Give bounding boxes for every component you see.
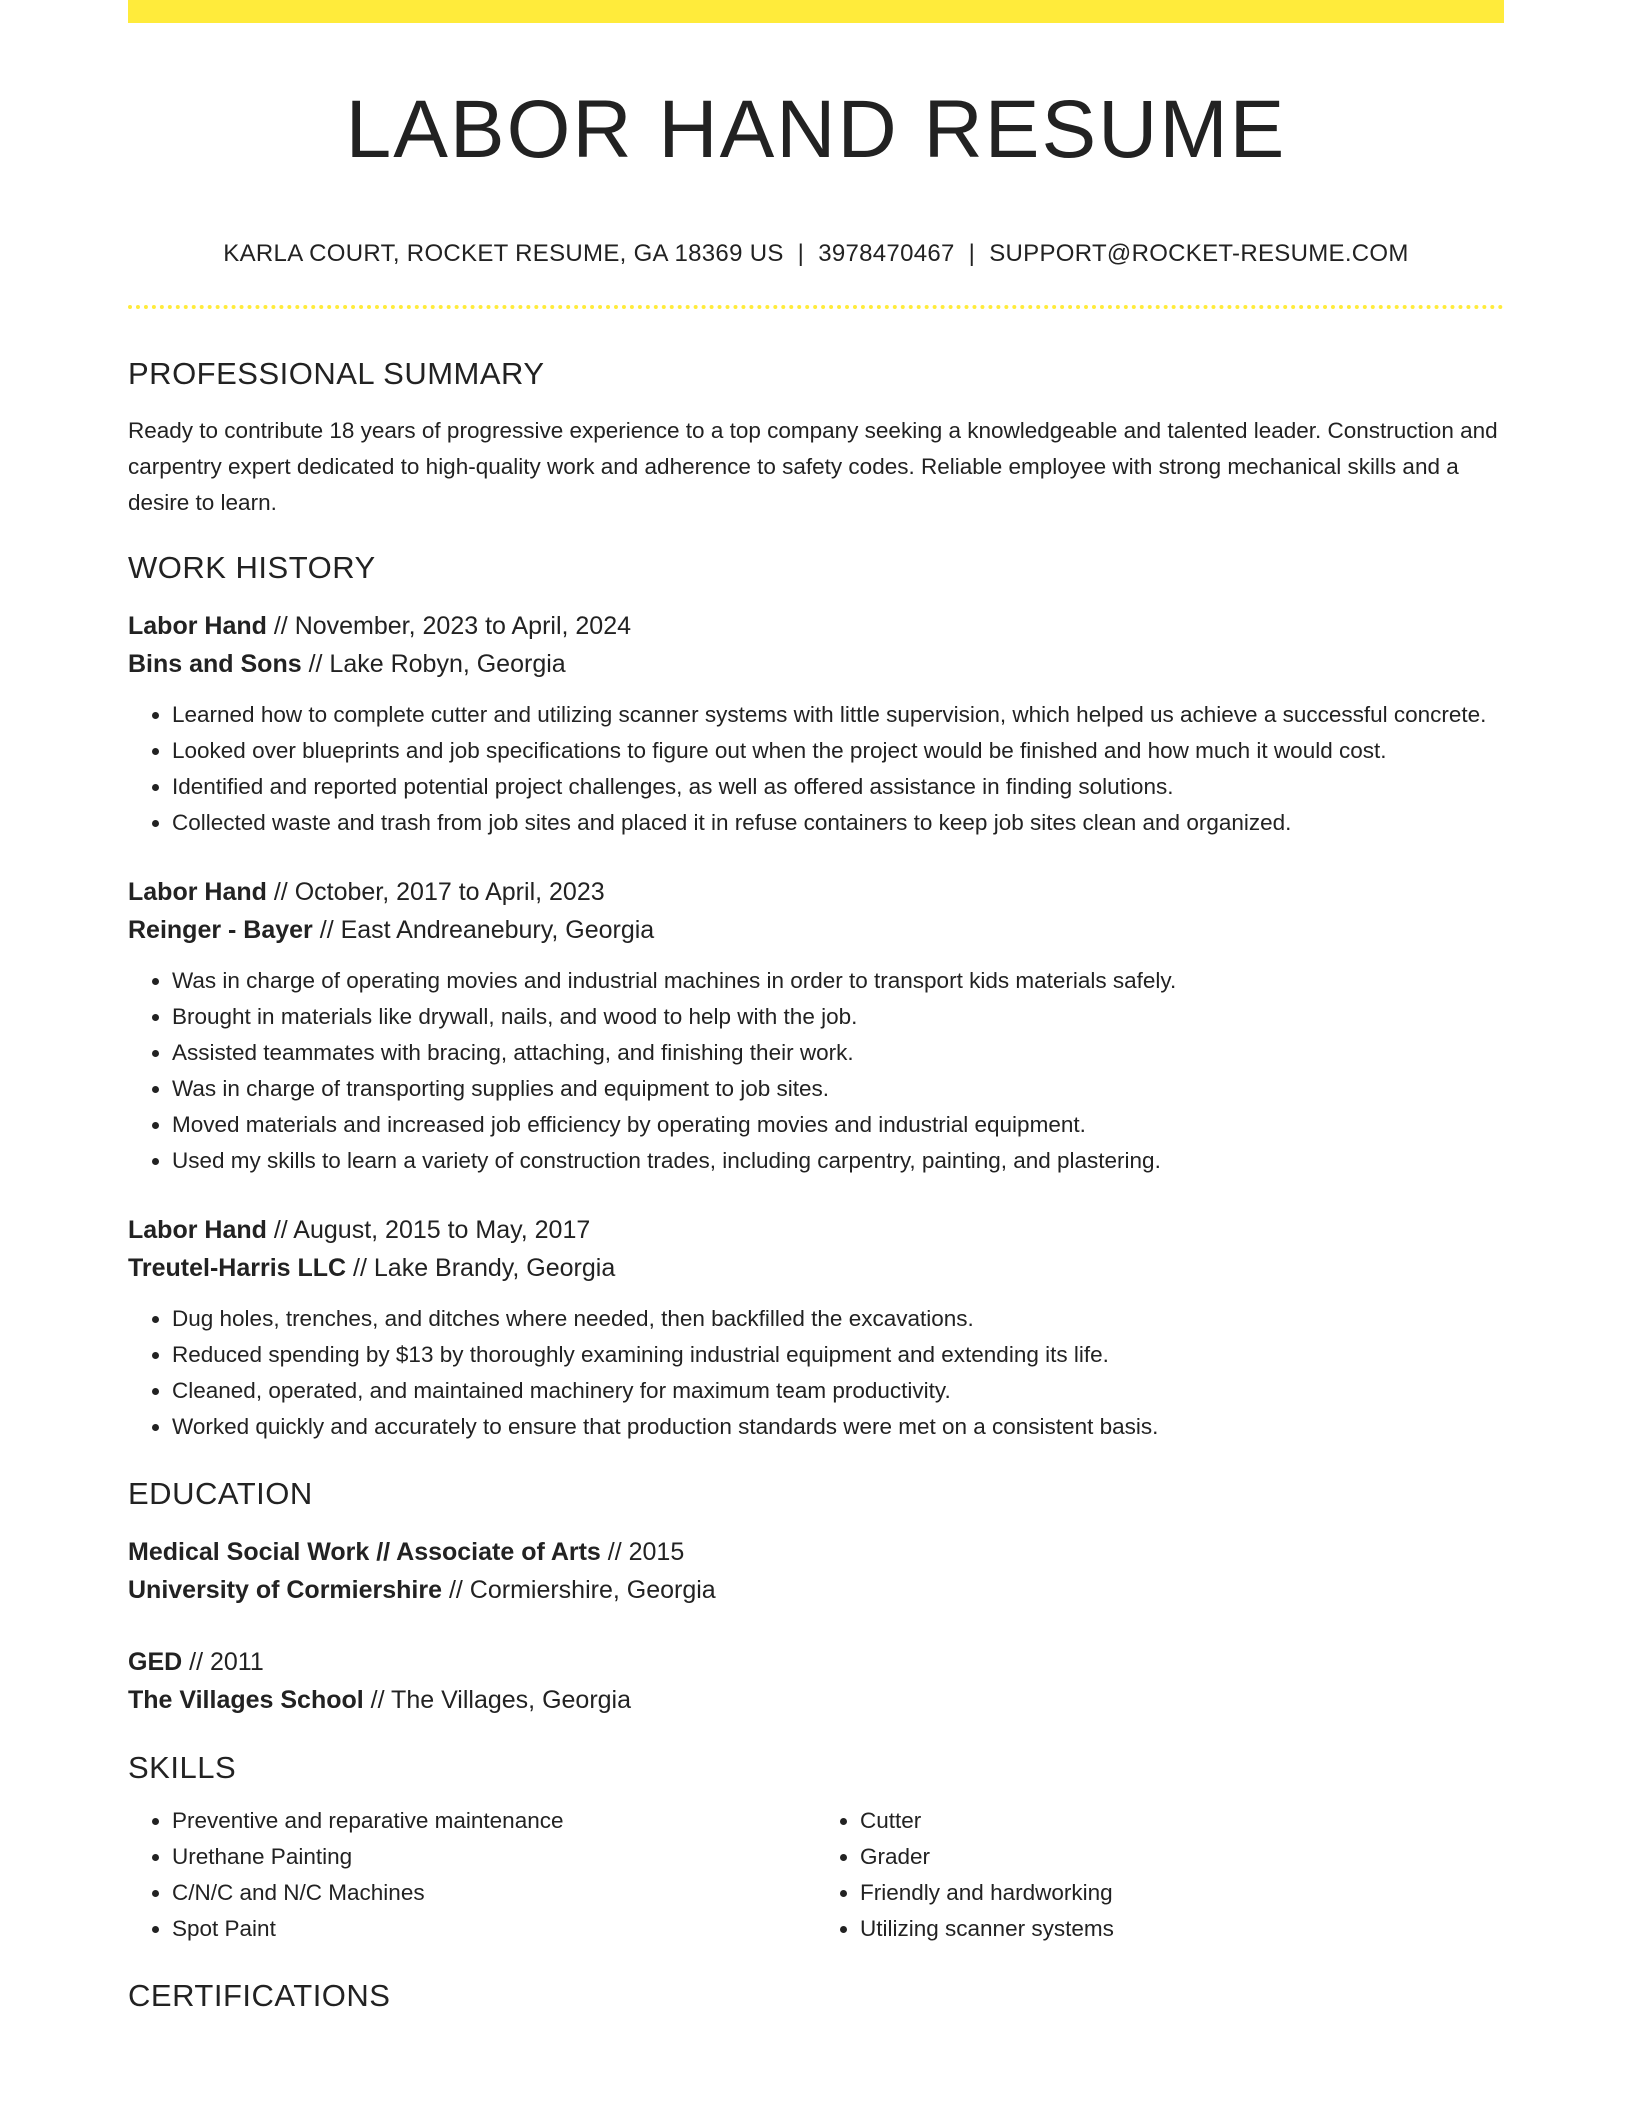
job-location: // Lake Brandy, Georgia [346, 1254, 616, 1282]
skill-item: • C/N/C and N/C Machines [172, 1875, 816, 1911]
skill-item: • Cutter [860, 1803, 1504, 1839]
job-title-line [128, 607, 1504, 645]
contact-phone[interactable]: 3978470467 [818, 240, 955, 267]
contact-line [128, 239, 1504, 269]
job-company: Bins and Sons [128, 650, 302, 678]
skill-item: • Preventive and reparative maintenance [172, 1803, 816, 1839]
job-bullets [128, 1301, 1504, 1445]
summary-heading: PROFESSIONAL SUMMARY [128, 356, 545, 391]
job-dates: // August, 2015 to May, 2017 [266, 1216, 591, 1244]
education-year: // 2011 [182, 1648, 264, 1676]
resume-title: LABOR HAND RESUME [345, 84, 1287, 175]
job-entry [128, 873, 1504, 1179]
job-bullet: • Learned how to complete cutter and utilizing scanner systems with little supervision, which helped us achieve a successful concrete. [172, 697, 1504, 733]
job-bullet: • Reduced spending by $13 by thoroughly examining industrial equipment and extending its life. [172, 1337, 1504, 1373]
summary-text: Ready to contribute 18 years of progressive experience to a top company seeking a knowledgeable and talented leader. Construction and carpentry expert dedicated to high-quality work and adherence to safety codes. Reliable employee with strong mechanical skills and a desire to learn. [128, 418, 1498, 515]
education-year: // 2015 [600, 1538, 685, 1566]
job-bullet: • Was in charge of operating movies and industrial machines in order to transport kids materials safely. [172, 963, 1504, 999]
job-bullet: • Cleaned, operated, and maintained machinery for maximum team productivity. [172, 1373, 1504, 1409]
job-title-line [128, 1211, 1504, 1249]
education-school: The Villages School [128, 1686, 364, 1714]
job-company: Reinger - Bayer [128, 916, 313, 944]
job-bullet: • Assisted teammates with bracing, attaching, and finishing their work. [172, 1035, 1504, 1071]
job-bullet: • Moved materials and increased job efficiency by operating movies and industrial equipment. [172, 1107, 1504, 1143]
job-location: // Lake Robyn, Georgia [301, 650, 566, 678]
education-heading: EDUCATION [128, 1476, 313, 1511]
job-location: // East Andreanebury, Georgia [312, 916, 655, 944]
skill-item: • Spot Paint [172, 1911, 816, 1947]
job-dates: // November, 2023 to April, 2024 [266, 612, 632, 640]
work-history-heading: WORK HISTORY [128, 550, 376, 585]
job-bullet: • Was in charge of transporting supplies and equipment to job sites. [172, 1071, 1504, 1107]
education-school: University of Cormiershire [128, 1576, 442, 1604]
job-bullets [128, 697, 1504, 841]
contact-separator: | [797, 240, 805, 267]
job-bullet: • Brought in materials like drywall, nails, and wood to help with the job. [172, 999, 1504, 1035]
skills-list-right [816, 1803, 1504, 1947]
education-location: // The Villages, Georgia [363, 1686, 632, 1714]
dotted-divider [128, 305, 1504, 309]
job-bullets [128, 963, 1504, 1179]
education-entry [128, 1533, 1504, 1609]
job-title-line [128, 873, 1504, 911]
skill-item: • Friendly and hardworking [860, 1875, 1504, 1911]
job-company-line [128, 911, 1504, 949]
education-entry [128, 1643, 1504, 1719]
job-title: Labor Hand [128, 612, 267, 640]
job-bullet: • Identified and reported potential project challenges, as well as offered assistance in finding solutions. [172, 769, 1504, 805]
job-entry [128, 1211, 1504, 1445]
job-bullet: • Dug holes, trenches, and ditches where needed, then backfilled the excavations. [172, 1301, 1504, 1337]
resume-page [128, 0, 1504, 2015]
job-company-line [128, 645, 1504, 683]
job-title: Labor Hand [128, 878, 267, 906]
job-bullet: • Used my skills to learn a variety of construction trades, including carpentry, painting, and plastering. [172, 1143, 1504, 1179]
job-entry [128, 607, 1504, 841]
education-school-line [128, 1681, 1504, 1719]
contact-separator: | [968, 240, 976, 267]
education-location: // Cormiershire, Georgia [442, 1576, 716, 1604]
education-degree-line [128, 1533, 1504, 1571]
job-company-line [128, 1249, 1504, 1287]
education-school-line [128, 1571, 1504, 1609]
skills-heading: SKILLS [128, 1750, 237, 1785]
education-degree: GED [128, 1648, 183, 1676]
education-degree: Medical Social Work // Associate of Arts [128, 1538, 601, 1566]
skills-list-left [128, 1803, 816, 1947]
skill-item: • Urethane Painting [172, 1839, 816, 1875]
education-degree-line [128, 1643, 1504, 1681]
certifications-heading: CERTIFICATIONS [128, 1978, 391, 2013]
job-company: Treutel-Harris LLC [128, 1254, 347, 1282]
skills-grid [128, 1803, 1504, 1947]
job-title: Labor Hand [128, 1216, 267, 1244]
job-dates: // October, 2017 to April, 2023 [266, 878, 605, 906]
top-accent-bar [128, 0, 1504, 23]
job-bullet: • Collected waste and trash from job sites and placed it in refuse containers to keep job sites clean and organized. [172, 805, 1504, 841]
job-bullet: • Looked over blueprints and job specifications to figure out when the project would be finished and how much it would cost. [172, 733, 1504, 769]
skill-item: • Utilizing scanner systems [860, 1911, 1504, 1947]
job-bullet: • Worked quickly and accurately to ensure that production standards were met on a consistent basis. [172, 1409, 1504, 1445]
contact-address: KARLA COURT, ROCKET RESUME, GA 18369 US [223, 240, 784, 267]
skill-item: • Grader [860, 1839, 1504, 1875]
contact-email[interactable]: SUPPORT@ROCKET-RESUME.COM [989, 240, 1409, 267]
